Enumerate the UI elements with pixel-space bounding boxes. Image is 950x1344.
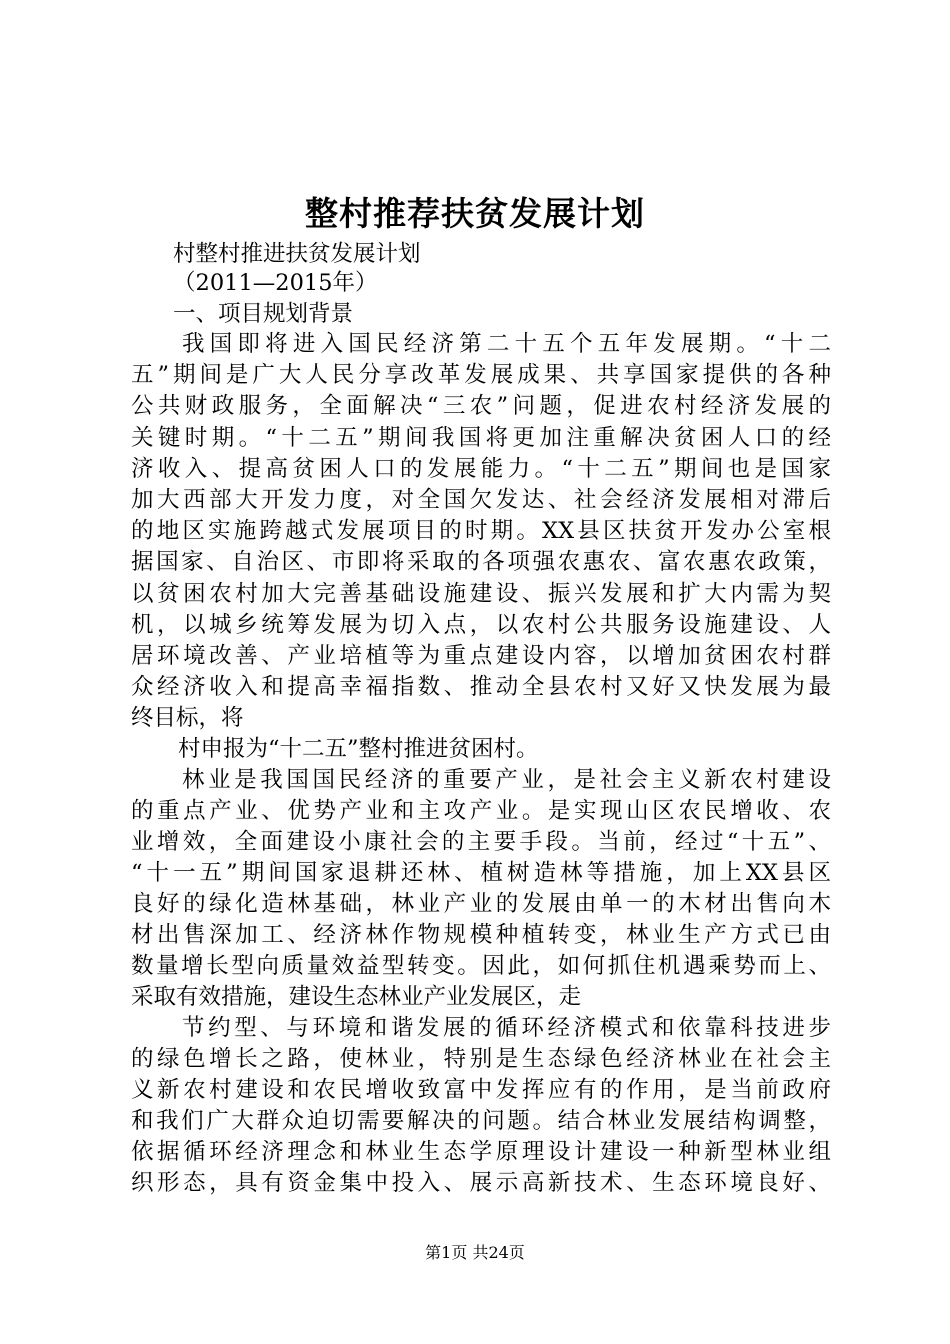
text-line: 终目标，将 xyxy=(131,705,244,731)
text-line: 的地区实施跨越式发展项目的时期。XX县区扶贫开发办公室根 xyxy=(131,518,831,544)
text-line: 众经济收入和提高幸福指数、推动全县农村又好又快发展为最 xyxy=(131,674,831,700)
text-line: （2011—2015年） xyxy=(173,270,378,296)
text-line: 业增效，全面建设小康社会的主要手段。当前，经过“十五”、 xyxy=(131,829,831,855)
page-footer: 第1页 共24页 xyxy=(425,1243,525,1262)
text-line: 材出售深加工、经济林作物规模种植转变，林业生产方式已由 xyxy=(131,922,831,948)
text-line: 林业是我国国民经济的重要产业，是社会主义新农村建设 xyxy=(182,767,831,793)
text-line: 济收入、提高贫困人口的发展能力。“十二五”期间也是国家 xyxy=(131,456,831,482)
text-line: 我国即将进入国民经济第二十五个五年发展期。“十二 xyxy=(182,331,831,357)
text-line: 依据循环经济理念和林业生态学原理设计建设一种新型林业组 xyxy=(131,1139,831,1165)
text-line: 采取有效措施，建设生态林业产业发展区，走 xyxy=(131,984,582,1010)
text-line: 关键时期。“十二五”期间我国将更加注重解决贫困人口的经 xyxy=(131,425,831,451)
text-line: “十一五”期间国家退耕还林、植树造林等措施，加上XX县区 xyxy=(131,860,831,886)
text-line: 五”期间是广大人民分享改革发展成果、共享国家提供的各种 xyxy=(131,362,831,388)
text-line: 加大西部大开发力度，对全国欠发达、社会经济发展相对滞后 xyxy=(131,487,831,513)
text-line: 织形态，具有资金集中投入、展示高新技术、生态环境良好、 xyxy=(131,1170,831,1196)
text-line: 的绿色增长之路，使林业，特别是生态绿色经济林业在社会主 xyxy=(131,1046,831,1072)
text-line: 节约型、与环境和谐发展的循环经济模式和依靠科技进步 xyxy=(182,1015,831,1041)
text-line: 公共财政服务，全面解决“三农”问题，促进农村经济发展的 xyxy=(131,393,831,419)
text-line: 数量增长型向质量效益型转变。因此，如何抓住机遇乘势而上、 xyxy=(131,953,831,979)
text-line: 村申报为“十二五”整村推进贫困村。 xyxy=(178,736,539,762)
text-line: 村整村推进扶贫发展计划 xyxy=(173,241,421,267)
text-line: 居环境改善、产业培植等为重点建设内容，以增加贫困农村群 xyxy=(131,643,831,669)
text-line: 机，以城乡统筹发展为切入点，以农村公共服务设施建设、人 xyxy=(131,612,831,638)
document-title: 整村推荐扶贫发展计划 xyxy=(305,194,645,233)
text-line: 一、项目规划背景 xyxy=(173,301,354,327)
text-line: 义新农村建设和农民增收致富中发挥应有的作用，是当前政府 xyxy=(131,1077,831,1103)
text-line: 以贫困农村加大完善基础设施建设、振兴发展和扩大内需为契 xyxy=(131,581,831,607)
text-line: 和我们广大群众迫切需要解决的问题。结合林业发展结构调整， xyxy=(131,1108,831,1134)
text-line: 良好的绿化造林基础，林业产业的发展由单一的木材出售向木 xyxy=(131,891,831,917)
text-line: 的重点产业、优势产业和主攻产业。是实现山区农民增收、农 xyxy=(131,798,831,824)
text-line: 据国家、自治区、市即将采取的各项强农惠农、富农惠农政策， xyxy=(131,549,831,575)
